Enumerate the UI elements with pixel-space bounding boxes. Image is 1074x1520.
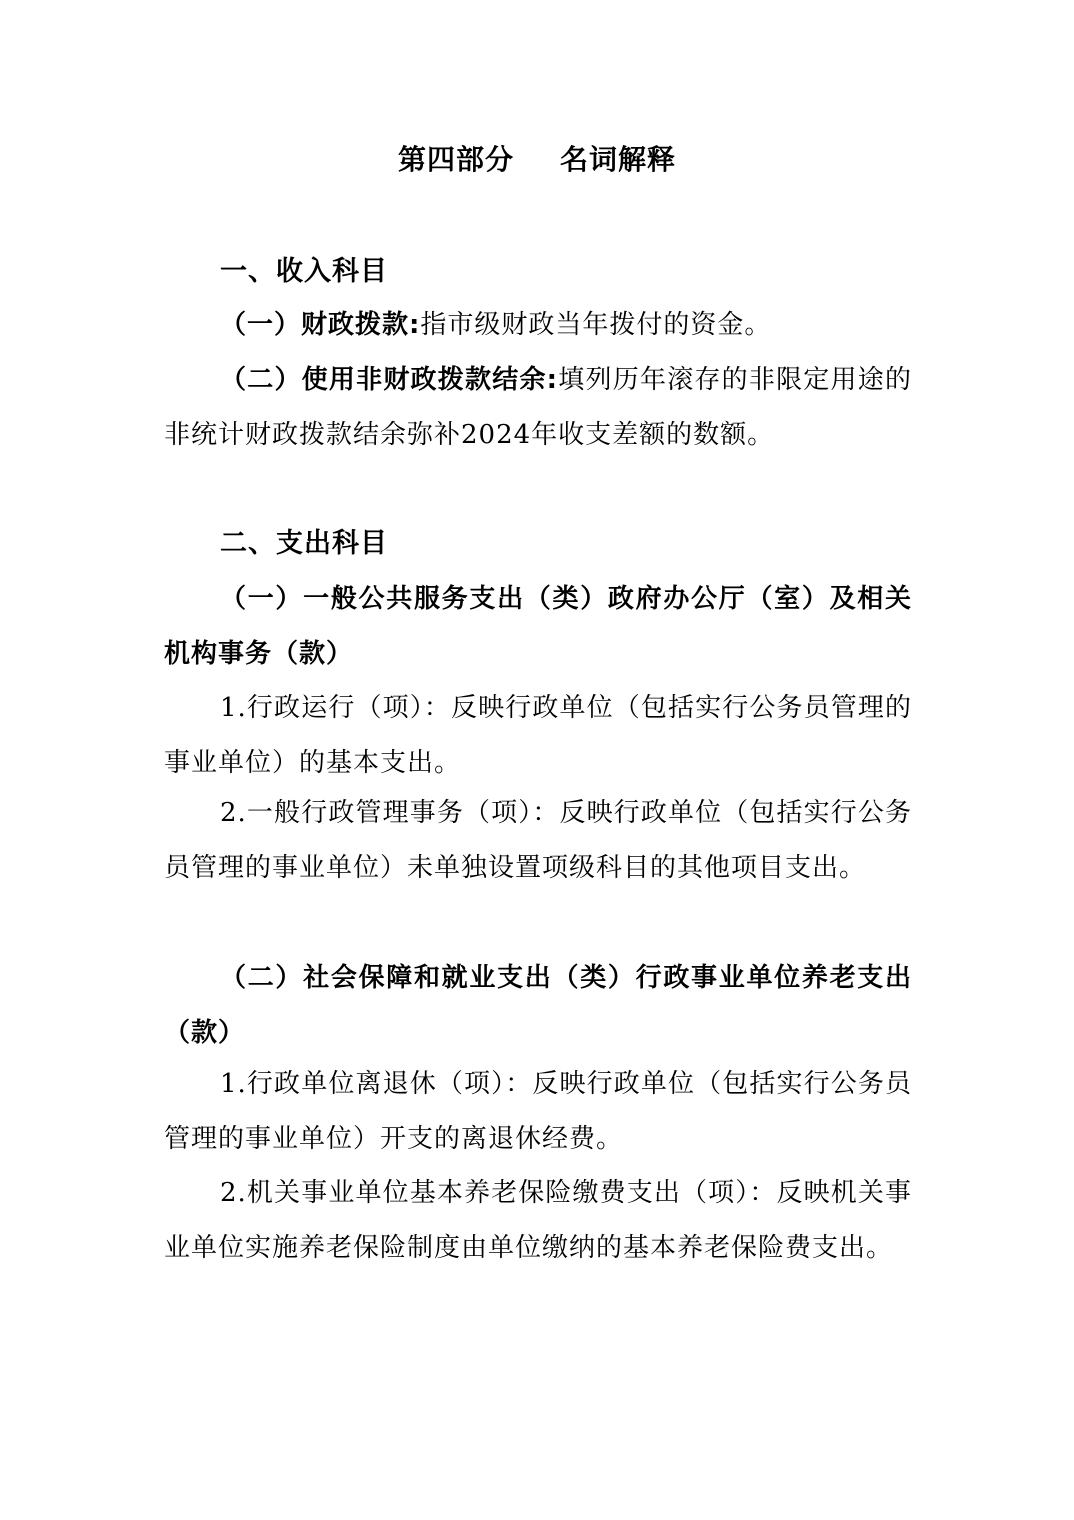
paragraph-fiscal-appropriation [164,298,912,353]
section-heading-expenditure: 二、支出科目 [220,528,388,559]
paragraph-non-fiscal-balance [164,353,912,463]
desc-non-fiscal-balance: 填列历年滚存的非限定用途的非统计财政拨款结余弥补2024年收支差额的数额。 [164,365,912,450]
paragraph-retirement: 1.行政单位离退休（项）：反映行政单位（包括实行公务员管理的事业单位）开支的离退休经费。 [164,1069,912,1154]
paragraph-pension-insurance: 2.机关事业单位基本养老保险缴费支出（项）：反映机关事业单位实施养老保险制度由单位缴纳的基本养老保险费支出。 [164,1178,912,1263]
page-title [0,138,1074,178]
paragraph-general-admin-affairs: 2.一般行政管理事务（项）：反映行政单位（包括实行公务员管理的事业单位）未单独设置项级科目的其他项目支出。 [164,798,912,883]
title-name: 名词解释 [560,143,677,176]
subsection-heading-social-security: （二）社会保障和就业支出（类）行政事业单位养老支出（款） [164,963,912,1048]
desc-fiscal-appropriation: 指市级财政当年拨付的资金。 [420,310,772,340]
title-part: 第四部分 [397,143,514,176]
section-heading-income: 一、收入科目 [220,256,388,287]
paragraph-admin-operation: 1.行政运行（项）：反映行政单位（包括实行公务员管理的事业单位）的基本支出。 [164,693,912,778]
subsection-heading-public-service: （一）一般公共服务支出（类）政府办公厅（室）及相关机构事务（款） [164,584,912,669]
term-non-fiscal-balance: （二）使用非财政拨款结余: [220,365,559,395]
term-fiscal-appropriation: （一）财政拨款: [220,310,421,340]
